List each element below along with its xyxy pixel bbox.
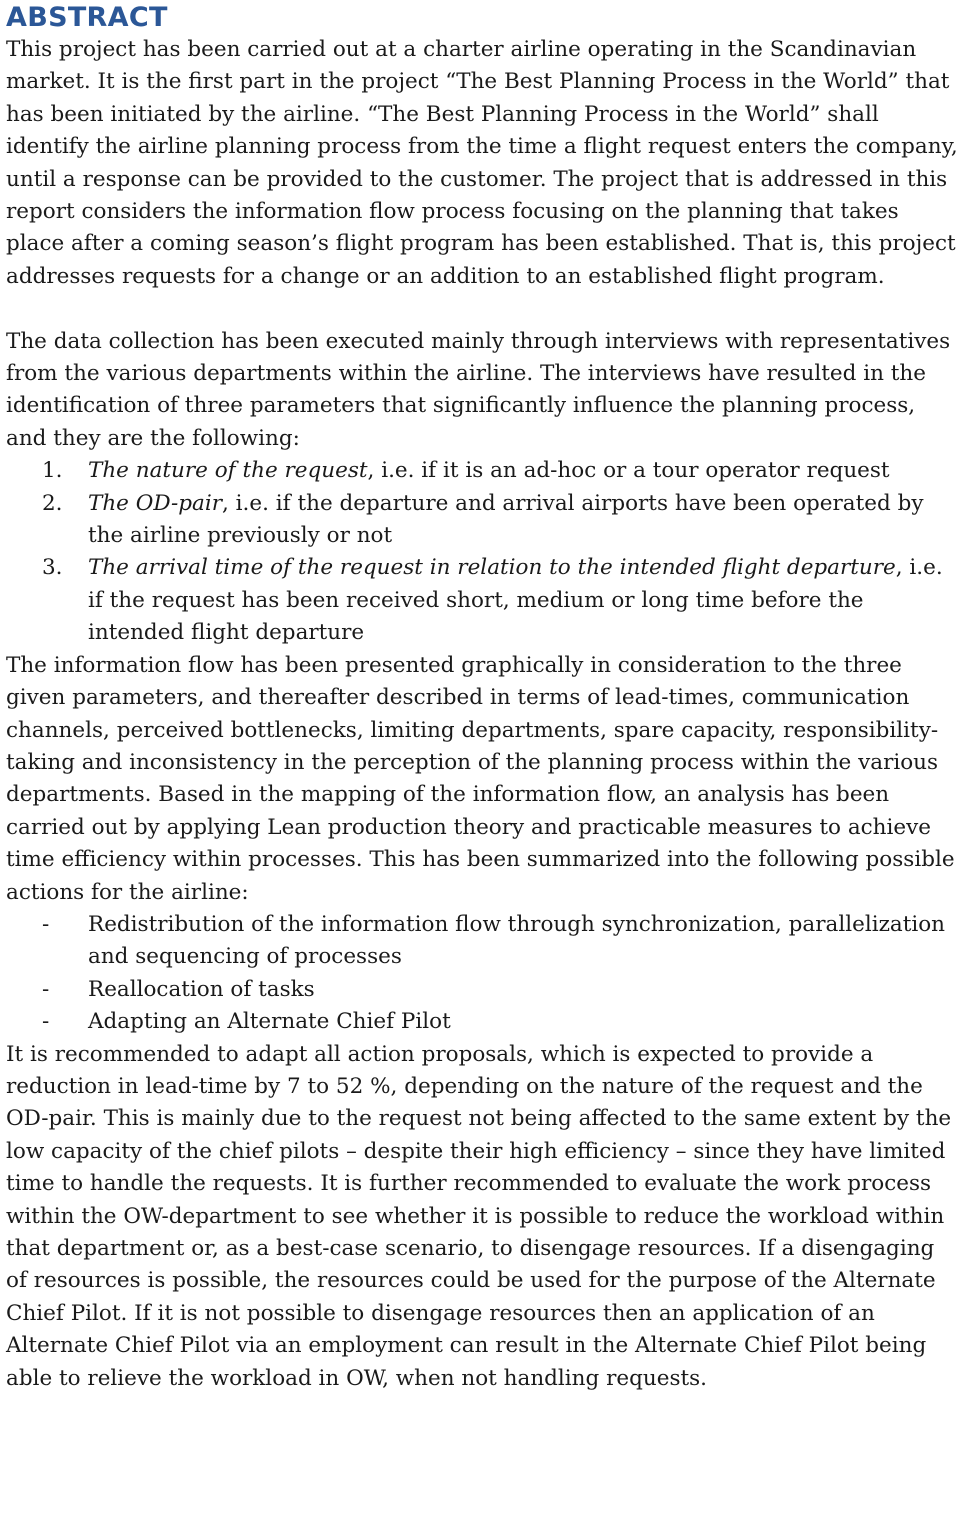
action-text: Adapting an Alternate Chief Pilot	[88, 1009, 451, 1035]
list-marker: -	[42, 1009, 50, 1035]
list-marker: -	[42, 911, 50, 937]
parameter-description: , i.e. if the departure and arrival airports have been operated by the airline previously or not	[88, 490, 924, 549]
parameter-name: The OD-pair	[88, 490, 223, 516]
list-item	[6, 552, 960, 649]
paragraph-recommendation: It is recommended to adapt all action proposals, which is expected to provide a reduction in lead-time by 7 to 52 %, depending on the nature of the request and the OD-pair. This is mainly due to the request not being affected to the same extent by the low capacity of the chief pilots – despite their high efficiency – since they have limited time to handle the requests. It is further recommended to evaluate the work process within the OW-department to see whether it is possible to reduce the workload within that department or, as a best-case scenario, to disengage resources. If a disengaging of resources is possible, the resources could be used for the purpose of the Alternate Chief Pilot. If it is not possible to disengage resources then an application of an Alternate Chief Pilot via an employment can result in the Alternate Chief Pilot being able to relieve the workload in OW, when not handling requests.	[6, 1041, 952, 1391]
action-text: Reallocation of tasks	[88, 976, 315, 1002]
parameter-description: , i.e. if it is an ad-hoc or a tour operator request	[367, 458, 890, 484]
list-marker: 2.	[42, 490, 63, 516]
parameters-list	[6, 455, 960, 649]
list-marker: 1.	[42, 458, 63, 484]
action-text: Redistribution of the information flow through synchronization, parallelization and sequencing of processes	[88, 911, 946, 970]
list-item	[6, 974, 960, 1006]
list-item	[6, 455, 960, 487]
list-item	[6, 909, 960, 974]
abstract-heading: ABSTRACT	[6, 2, 168, 33]
list-marker: 3.	[42, 555, 63, 581]
list-item	[6, 488, 960, 553]
document-page	[0, 2, 960, 1395]
paragraph-information-flow: The information flow has been presented graphically in consideration to the three given parameters, and thereafter described in terms of lead-times, communication channels, perceived bottlenecks, limiting departments, spare capacity, responsibility-taking and inconsistency in the perception of the planning process within the various departments. Based in the mapping of the information flow, an analysis has been carried out by applying Lean production theory and practicable measures to achieve time efficiency within processes. This has been summarized into the following possible actions for the airline:	[6, 652, 955, 905]
list-item	[6, 1006, 960, 1038]
actions-list	[6, 909, 960, 1039]
parameter-name: The arrival time of the request in relation to the intended flight departure	[88, 555, 896, 581]
parameter-description: , i.e. if the request has been received short, medium or long time before the intended flight departure	[88, 555, 943, 646]
paragraph-intro: This project has been carried out at a charter airline operating in the Scandinavian market. It is the first part in the project “The Best Planning Process in the World” that has been initiated by the airline. “The Best Planning Process in the World” shall identify the airline planning process from the time a flight request enters the company, until a response can be provided to the customer. The project that is addressed in this report considers the information flow process focusing on the planning that takes place after a coming season’s flight program has been established. That is, this project addresses requests for a change or an addition to an established flight program.	[6, 37, 958, 289]
paragraph-data-collection: The data collection has been executed mainly through interviews with representatives from the various departments within the airline. The interviews have resulted in the identification of three parameters that significantly influence the planning process, and they are the following:	[6, 328, 951, 451]
parameter-name: The nature of the request	[88, 458, 368, 484]
list-marker: -	[42, 976, 50, 1002]
